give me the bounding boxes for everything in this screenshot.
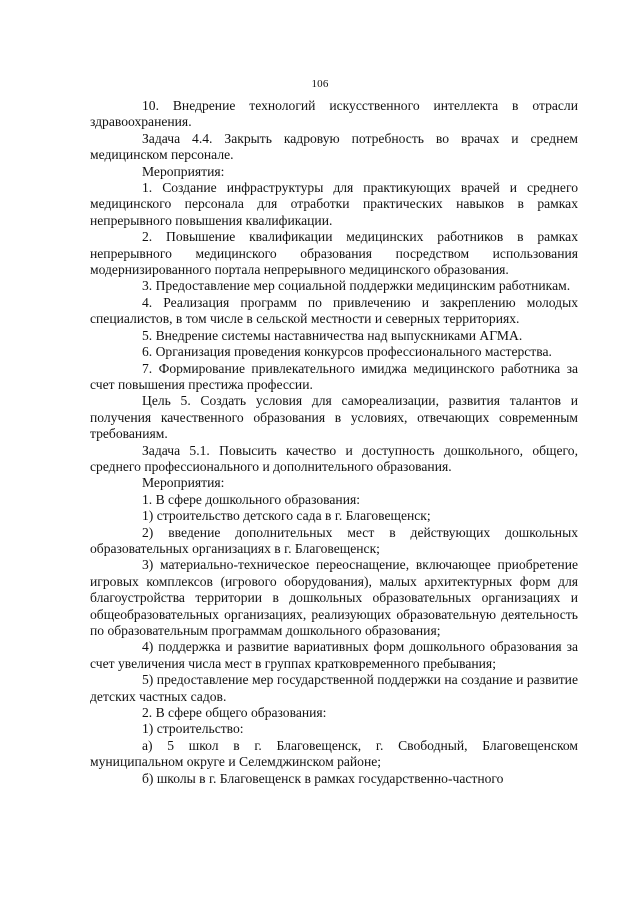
measures-heading: Мероприятия:: [142, 475, 225, 491]
measure-item: 4. Реализация программ по привлечению и закреплению молодых специалистов, в том числе в сельской местности и северных территориях.: [90, 294, 578, 327]
document-body: [90, 98, 578, 787]
task-4-4-heading: Задача 4.4. Закрыть кадровую потребность во врачах и среднем медицинском персонале.: [90, 130, 578, 163]
list-item: 1) строительство детского сада в г. Благовещенск;: [142, 508, 431, 524]
section-general-education-heading: 2. В сфере общего образования:: [142, 705, 327, 721]
page-number: 106: [311, 78, 329, 90]
list-item: 4) поддержка и развитие вариативных форм дошкольного образования за счет увеличения числа мест в группах кратковременного пребывания;: [90, 639, 578, 671]
list-item: б) школы в г. Благовещенск в рамках государственно-частного: [142, 770, 504, 786]
measure-item: 6. Организация проведения конкурсов профессионального мастерства.: [142, 344, 552, 360]
list-item: 3) материально-техническое переоснащение, включающее приобретение игровых комплексов (игрового оборудования), малых архитектурных форм для благоустройства территории в дошкольных образовательных организациях и общеобразовательных организациях, реализующих образовательную деятельность по образовательным программам дошкольного образования;: [90, 557, 578, 638]
list-item: 5) предоставление мер государственной поддержки на создание и развитие детских частных садов.: [90, 672, 578, 704]
goal-5-heading: Цель 5. Создать условия для самореализации, развития талантов и получения качественного образования в условиях, отвечающих современным требованиям.: [90, 393, 578, 442]
list-item: а) 5 школ в г. Благовещенск, г. Свободный, Благовещенском муниципальном округе и Селемджинском районе;: [90, 737, 578, 770]
paragraph-item-10: 10. Внедрение технологий искусственного интеллекта в отрасли здравоохранения.: [90, 98, 578, 130]
measure-item: 3. Предоставление мер социальной поддержки медицинским работникам.: [142, 278, 571, 294]
measure-item: 2. Повышение квалификации медицинских работников в рамках непрерывного медицинского образования посредством использования модернизированного портала непрерывного медицинского образования.: [90, 229, 578, 278]
list-item: 2) введение дополнительных мест в действующих дошкольных образовательных организациях в г. Благовещенск;: [90, 524, 578, 556]
list-item: 1) строительство:: [142, 721, 244, 737]
measure-item: 7. Формирование привлекательного имиджа медицинского работника за счет повышения престижа профессии.: [90, 360, 578, 392]
section-preschool-heading: 1. В сфере дошкольного образования:: [142, 491, 361, 507]
task-5-1-heading: Задача 5.1. Повысить качество и доступность дошкольного, общего, среднего профессионального и дополнительного образования.: [90, 442, 578, 474]
measures-heading: Мероприятия:: [142, 163, 225, 179]
measure-item: 5. Внедрение системы наставничества над выпускниками АГМА.: [142, 327, 523, 343]
measure-item: 1. Создание инфраструктуры для практикующих врачей и среднего медицинского персонала для отработки практических навыков в рамках непрерывного повышения квалификации.: [90, 180, 578, 228]
